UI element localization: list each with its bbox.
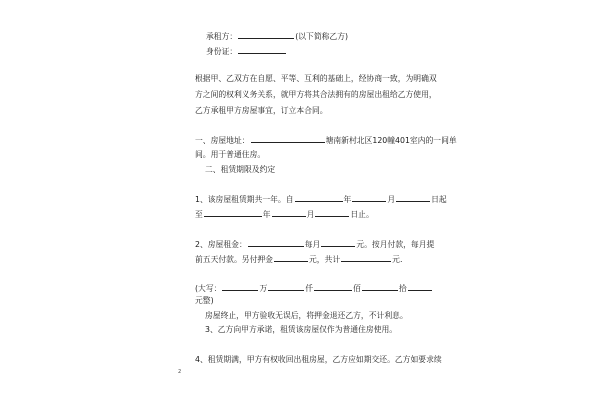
- party-b-note: (以下简称乙方): [295, 32, 349, 41]
- clause-1-end-month-label: 月: [306, 210, 315, 219]
- clause-1-line-2: [195, 208, 374, 220]
- monthly-amount-blank: [321, 238, 355, 247]
- termination-line: 房屋终止，甲方验收无误后，将押金退还乙方，不计利息。: [205, 311, 408, 320]
- qian-blank: [268, 282, 304, 291]
- wan-label: 万: [259, 284, 268, 293]
- id-label: 身份证：: [206, 47, 238, 56]
- intro-line-1: 根据甲、乙双方在自愿、平等、互利的基础上，经协商一致，为明确双: [195, 74, 437, 83]
- intro-line-3: 乙方承租甲方房屋事宜，订立本合同。: [195, 106, 328, 115]
- address-blank: [251, 134, 325, 143]
- rent-label: 2、房屋租金：: [195, 240, 247, 249]
- id-number-blank: [238, 45, 286, 54]
- yuan-zheng-label: 元整): [195, 296, 214, 305]
- address-line-2: 间。用于普通住房。: [195, 150, 266, 159]
- address-label: 一、房屋地址：: [195, 136, 250, 145]
- address-line: [195, 134, 457, 146]
- clause-2-line-2: [195, 253, 402, 265]
- amount-words-line-2: [195, 296, 214, 306]
- start-year-blank: [295, 193, 343, 202]
- clause-1-to-label: 至: [195, 210, 203, 219]
- party-b-line: [206, 30, 348, 42]
- bai-blank: [314, 282, 352, 291]
- total-unit: 元.: [392, 255, 403, 264]
- address-text: 塘南新村北区120幢401室内的一间单: [325, 136, 457, 145]
- rent-blank: [248, 238, 304, 247]
- intro-line-2: 方之间的权利义务关系，就甲方将其合法拥有的房屋出租给乙方使用，: [195, 90, 437, 99]
- clause-4-line-1: 4、租赁期满，甲方有权收回出租房屋，乙方应如期交还。乙方如要求续: [195, 355, 442, 364]
- amount-words-label: (大写：: [195, 284, 222, 293]
- bai-label: 佰: [353, 284, 361, 293]
- total-label: 元，共计: [308, 255, 341, 264]
- deposit-blank: [274, 253, 308, 262]
- clause-1-end-day-label: 日止。: [350, 210, 374, 219]
- page-number: 2: [178, 369, 182, 375]
- end-day-blank: [315, 208, 349, 217]
- shi-label: 拾: [398, 284, 407, 293]
- deposit-label: 前五天付款。另付押金: [195, 255, 273, 264]
- id-line: [206, 45, 287, 57]
- clause-1-line-1: [195, 193, 447, 205]
- amount-words-line-1: [195, 282, 433, 294]
- clause-1-year-label: 年: [343, 195, 352, 204]
- end-month-blank: [272, 208, 306, 217]
- section-2-title: 二、租赁期限及约定: [205, 165, 276, 174]
- yuan-blank: [408, 282, 432, 291]
- end-year-blank: [204, 208, 262, 217]
- clause-1-text-a: 1、该房屋租赁期共一年。自: [195, 195, 294, 204]
- start-day-blank: [396, 193, 430, 202]
- start-month-blank: [352, 193, 386, 202]
- payment-terms-text: 元。按月付款，每月提: [356, 240, 435, 249]
- clause-1-end-year-label: 年: [262, 210, 271, 219]
- party-b-label: 承租方：: [206, 32, 238, 41]
- shi-blank: [362, 282, 398, 291]
- clause-3-line: 3、乙方向甲方承诺，租赁该房屋仅作为普通住房使用。: [205, 325, 398, 334]
- clause-1-day-label: 日起: [431, 195, 447, 204]
- qian-label: 仟: [305, 284, 314, 293]
- wan-blank: [222, 282, 258, 291]
- total-blank: [341, 253, 391, 262]
- clause-1-month-label: 月: [387, 195, 396, 204]
- clause-2-line-1: [195, 238, 434, 250]
- party-b-name-blank: [238, 30, 294, 39]
- per-month-label: 每月: [304, 240, 321, 249]
